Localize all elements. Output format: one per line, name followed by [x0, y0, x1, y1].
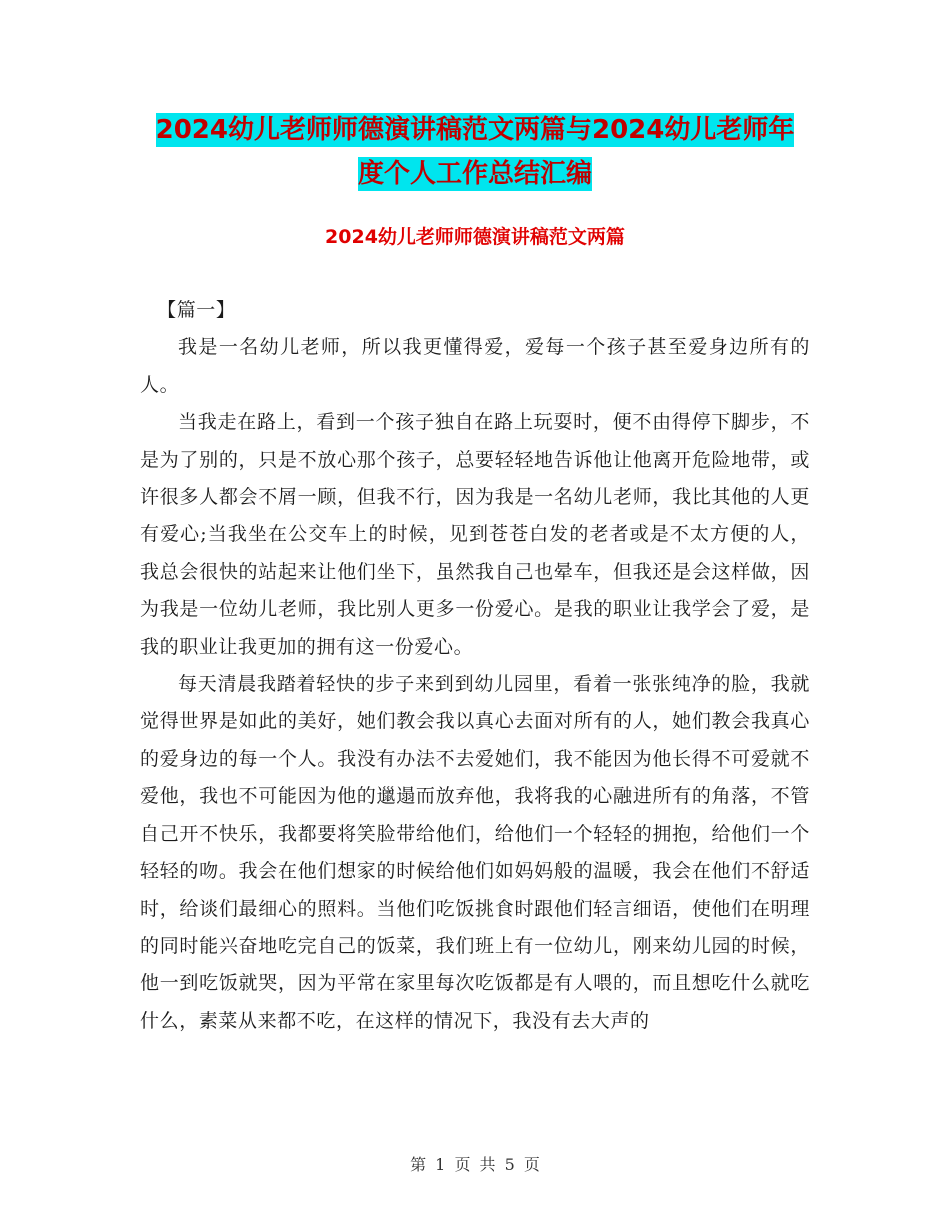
body-paragraph-1: 我是一名幼儿老师，所以我更懂得爱，爱每一个孩子甚至爱身边所有的人。: [140, 336, 810, 396]
body-paragraph-2: 当我走在路上，看到一个孩子独自在路上玩耍时，便不由得停下脚步，不是为了别的，只是不放心那个孩子，总要轻轻地告诉他让他离开危险地带，或许很多人都会不屑一顾，但我不行，因为我是一名幼儿老师，我比其他的人更有爱心;当我坐在公交车上的时候，见到苍苍白发的老者或是不太方便的人，我总会很快的站起来让他们坐下，虽然我自己也晕车，但我还是会这样做，因为我是一位幼儿老师，我比别人更多一份爱心。是我的职业让我学会了爱，是我的职业让我更加的拥有这一份爱心。: [140, 411, 810, 658]
page-number-footer: 第 1 页 共 5 页: [410, 1155, 540, 1174]
document-body: [140, 292, 810, 1040]
main-title-line-1: 2024幼儿老师师德演讲稿范文两篇与2024幼儿老师年: [155, 115, 795, 145]
body-paragraph-3: 每天清晨我踏着轻快的步子来到到幼儿园里，看着一张张纯净的脸，我就觉得世界是如此的美好，她们教会我以真心去面对所有的人，她们教会我真心的爱身边的每一个人。我没有办法不去爱她们，我不能因为他长得不可爱就不爱他，我也不可能因为他的邋遢而放弃他，我将我的心融进所有的角落，不管自己开不快乐，我都要将笑脸带给他们，给他们一个轻轻的拥抱，给他们一个轻轻的吻。我会在他们想家的时候给他们如妈妈般的温暖，我会在他们不舒适时，给谈们最细心的照料。当他们吃饭挑食时跟他们轻言细语，使他们在明理的同时能兴奋地吃完自己的饭菜，我们班上有一位幼儿，刚来幼儿园的时候，他一到吃饭就哭，因为平常在家里每次吃饭都是有人喂的，而且想吃什么就吃什么，素菜从来都不吃，在这样的情况下，我没有去大声的: [140, 673, 810, 1032]
main-title-line-2: 度个人工作总结汇编: [357, 159, 592, 189]
section-label: 【篇一】: [157, 299, 236, 321]
document-main-title: [140, 108, 810, 196]
document-sub-title: 2024幼儿老师师德演讲稿范文两篇: [325, 226, 625, 248]
